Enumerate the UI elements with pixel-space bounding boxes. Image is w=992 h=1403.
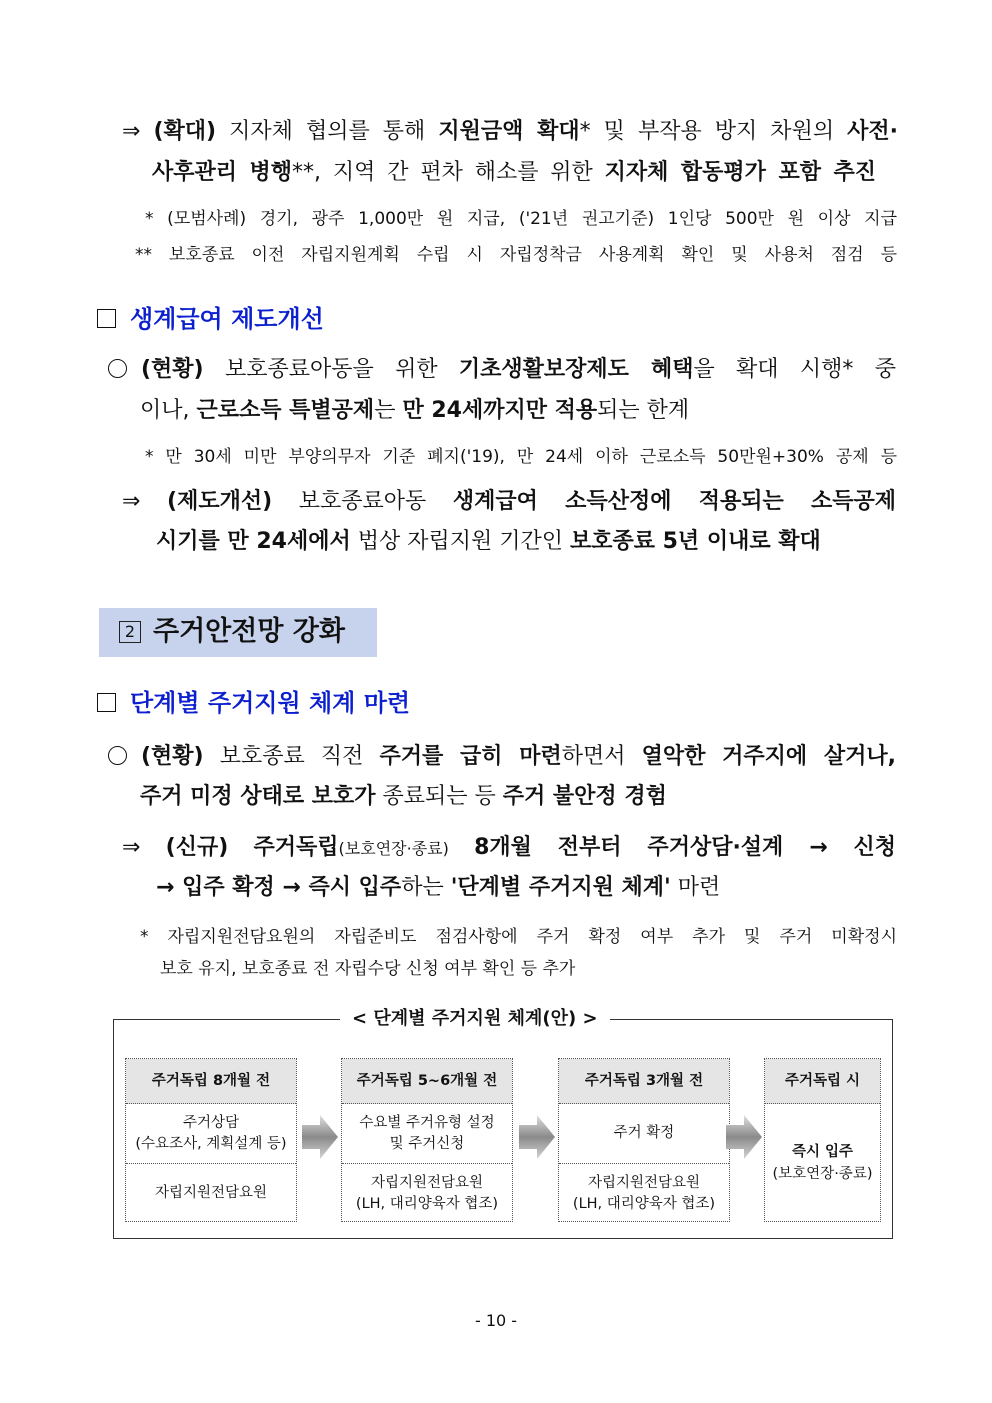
stage-8-months [125, 1058, 297, 1222]
stage-role-line: 자립지원전담요원 [587, 1174, 701, 1191]
text: 하는 [401, 875, 451, 900]
stage-header: 주거독립 8개월 전 [126, 1059, 296, 1104]
arrow-right-icon [519, 1115, 555, 1159]
text: 는 [374, 398, 403, 423]
housing-new-line-2 [156, 873, 720, 903]
circle-bullet-icon [108, 746, 127, 765]
text: 지자체 협의를 통해 [216, 119, 439, 144]
reform-line-1 [122, 487, 896, 517]
stage-5-6-months [341, 1058, 513, 1222]
tag: (현황) [141, 744, 204, 769]
footnote-marker: * [842, 357, 854, 382]
circle-bullet-icon [108, 359, 127, 378]
stage-content [126, 1104, 296, 1164]
stage-role [126, 1164, 296, 1223]
section-number: 2 [119, 621, 141, 643]
emphasis: 근로소득 특별공제 [196, 398, 375, 423]
stage-content-line: 수요별 주거유형 설정 [359, 1114, 495, 1131]
housing-status-line-2 [140, 782, 667, 812]
text: 보호종료아동 [272, 489, 453, 514]
stage-content-line: 즉시 입주 [791, 1144, 854, 1160]
tag: (제도개선) [167, 489, 273, 514]
tag: (신규) [165, 835, 229, 860]
emphasis: 주거 미정 상태로 보호가 [140, 784, 376, 809]
text: 및 부작용 방지 차원의 [590, 119, 848, 144]
arrow-icon: ⇒ [122, 835, 141, 860]
emphasis: → 입주 확정 → 즉시 입주 [156, 875, 402, 900]
parenthetical: (보호연장·종료) [338, 839, 449, 858]
stage-header: 주거독립 5~6개월 전 [342, 1059, 512, 1104]
stage-content-line: (수요조사, 계획설계 등) [135, 1135, 287, 1152]
stage-3-months [558, 1058, 730, 1222]
text: 마련 [670, 875, 721, 900]
page-number: - 10 - [474, 1311, 518, 1330]
emphasis: 주거 불안정 경험 [502, 784, 667, 809]
square-bullet-icon [97, 309, 116, 328]
text: 하면서 [561, 744, 642, 769]
section-heading-livelihood [97, 303, 324, 335]
footnote-3: * 만 30세 미만 부양의무자 기준 폐지('19), 만 24세 이하 근로소득 50만원+30% 공제 등 [145, 447, 897, 467]
text: 되는 한계 [597, 398, 690, 423]
heading-text: 단계별 주거지원 체계 마련 [130, 689, 411, 717]
stage-content-line: 및 주거신청 [389, 1135, 465, 1152]
arrow-right-icon [302, 1115, 338, 1159]
stage-content-line: 주거상담 [182, 1114, 240, 1131]
stage-role-line: (LH, 대리양육자 협조) [572, 1195, 716, 1212]
text: , 지역 간 편차 해소를 위한 [314, 160, 605, 185]
text: 중 [853, 357, 896, 382]
text [449, 835, 474, 860]
emphasis: 주거를 급히 마련 [379, 744, 562, 769]
status-line-2 [140, 396, 689, 426]
reform-line-2 [156, 527, 821, 557]
text: 이나, [140, 398, 197, 423]
emphasis: 시기를 만 24세에서 [156, 529, 351, 554]
footnote-1: * (모범사례) 경기, 광주 1,000만 원 지급, ('21년 권고기준) 1인당 500만 원 이상 지급 [145, 209, 897, 229]
stage-role [342, 1164, 512, 1223]
expansion-line-1 [122, 117, 898, 147]
stage-content [559, 1104, 729, 1164]
section-heading-housing [97, 687, 410, 719]
emphasis: 기초생활보장제도 혜택 [458, 357, 694, 382]
diagram-title: < 단계별 주거지원 체계(안) > [340, 1005, 610, 1033]
stage-role-line: (LH, 대리양육자 협조) [355, 1195, 499, 1212]
stage-role [559, 1164, 729, 1223]
emphasis: 8개월 전부터 주거상담·설계 → 신청 [474, 835, 897, 860]
text: 법상 자립지원 기간인 [350, 529, 570, 554]
emphasis: 지원금액 확대 [438, 119, 580, 144]
emphasis: 지자체 합동평가 포함 추진 [604, 160, 876, 185]
arrow-icon: ⇒ [122, 489, 141, 514]
emphasis: 사후관리 병행 [152, 160, 293, 185]
footnote-4-cont: 보호 유지, 보호종료 전 자립수당 신청 여부 확인 등 추가 [160, 959, 576, 979]
housing-support-diagram [113, 1019, 893, 1239]
stage-content [765, 1104, 880, 1222]
emphasis: 주거독립 [253, 835, 339, 860]
emphasis: 열악한 거주지에 살거나, [641, 744, 896, 769]
stage-at-independence [764, 1058, 881, 1222]
stage-header: 주거독립 3개월 전 [559, 1059, 729, 1104]
arrow-right-icon [726, 1115, 762, 1159]
emphasis: '단계별 주거지원 체계' [450, 875, 671, 900]
footnote-marker: ** [292, 160, 315, 185]
housing-status-line-1 [108, 742, 896, 772]
text [228, 835, 253, 860]
emphasis: 보호종료 5년 이내로 확대 [569, 529, 821, 554]
footnote-4: * 자립지원전담요원의 자립준비도 점검사항에 주거 확정 여부 추가 및 주거 미확정시 [140, 927, 897, 947]
stage-header: 주거독립 시 [765, 1059, 880, 1104]
housing-new-line-1 [122, 833, 896, 864]
text: 을 확대 시행 [693, 357, 843, 382]
stage-content-line: 주거 확정 [613, 1125, 675, 1141]
expansion-line-2 [152, 158, 876, 188]
emphasis: 사전· [847, 119, 898, 144]
text: 보호종료아동을 위한 [203, 357, 459, 382]
emphasis: 생계급여 소득산정에 적용되는 소득공제 [452, 489, 897, 514]
footnote-marker: * [579, 119, 591, 144]
tag: (확대) [153, 119, 217, 144]
text: 보호종료 직전 [203, 744, 380, 769]
stage-content-line: (보호연장·종료) [772, 1166, 873, 1182]
heading-text: 생계급여 제도개선 [130, 305, 324, 333]
arrow-icon: ⇒ [122, 119, 141, 144]
section-banner [99, 608, 377, 657]
stage-role-line: 자립지원전담요원 [370, 1174, 484, 1191]
stage-content [342, 1104, 512, 1164]
tag: (현황) [141, 357, 204, 382]
stage-role-line: 자립지원전담요원 [154, 1185, 268, 1201]
section-title: 주거안전망 강화 [153, 616, 345, 647]
status-line-1 [108, 355, 896, 385]
text: 종료되는 등 [375, 784, 503, 809]
footnote-2: ** 보호종료 이전 자립지원계획 수립 시 자립정착금 사용계획 확인 및 사용처 점검 등 [135, 245, 897, 265]
square-bullet-icon [97, 693, 116, 712]
emphasis: 만 24세까지만 적용 [402, 398, 598, 423]
